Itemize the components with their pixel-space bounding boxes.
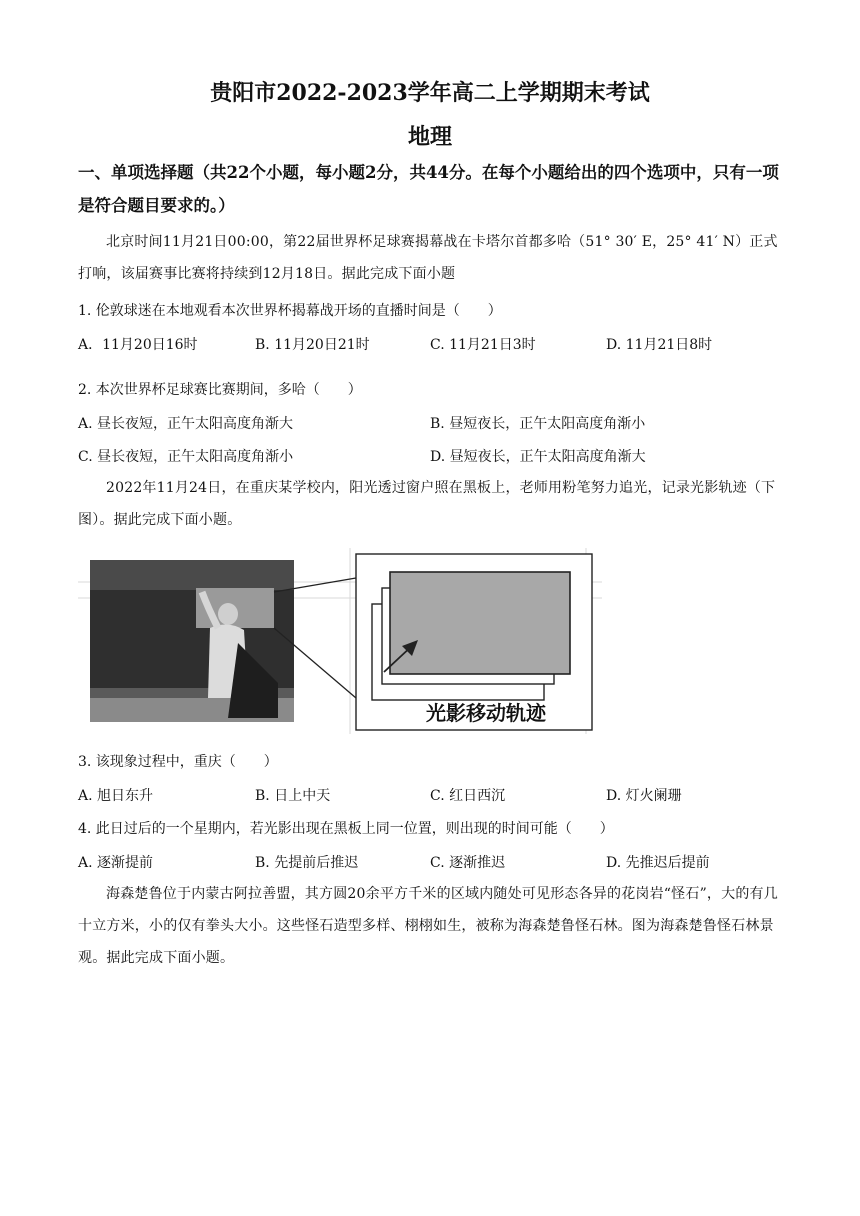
light-shadow-figure [78, 548, 602, 734]
question-4-stem: 4. 此日过后的一个星期内，若光影出现在黑板上同一位置，则出现的时间可能（ ） [78, 821, 614, 837]
question-1-option-c: C. 11月21日3时 [430, 337, 536, 353]
question-1-stem: 1. 伦敦球迷在本地观看本次世界杯揭幕战开场的直播时间是（ ） [78, 303, 502, 319]
passage-rock-forest: 海森楚鲁位于内蒙古阿拉善盟，其方圆20余平方千米的区域内随处可见形态各异的花岗岩“怪石”，大的有几十立方米，小的仅有拳头大小。这些怪石造型多样、栩栩如生，被称为海森楚鲁怪石林。图为海森楚鲁怪石林景观。据此完成下面小题。 [78, 886, 778, 966]
exam-title: 贵阳市2022-2023学年高二上学期期末考试 [210, 80, 650, 106]
passage-blackboard: 2022年11月24日，在重庆某学校内，阳光透过窗户照在黑板上，老师用粉笔努力追光，记录光影轨迹（下图）。据此完成下面小题。 [78, 480, 776, 528]
question-2-option-c: C. 昼长夜短，正午太阳高度角渐小 [78, 449, 294, 465]
question-2-option-b: B. 昼短夜长，正午太阳高度角渐小 [430, 416, 646, 432]
question-2-stem: 2. 本次世界杯足球赛比赛期间，多哈（ ） [78, 382, 362, 398]
question-4-option-a: A. 逐渐提前 [78, 855, 154, 871]
question-1-option-a: A．11月20日16时 [78, 337, 198, 353]
figure-drawing [78, 548, 602, 734]
question-1-option-b: B. 11月20日21时 [255, 337, 370, 353]
figure-caption: 光影移动轨迹 [426, 701, 546, 725]
question-2-option-a: A. 昼长夜短，正午太阳高度角渐大 [78, 416, 294, 432]
light-shadow-frame [390, 572, 570, 674]
question-4-option-d: D. 先推迟后提前 [606, 855, 710, 871]
question-2-option-d: D. 昼短夜长，正午太阳高度角渐大 [430, 449, 646, 465]
subject-title: 地理 [407, 124, 452, 150]
question-3-stem: 3. 该现象过程中，重庆（ ） [78, 754, 278, 770]
question-3-option-b: B. 日上中天 [255, 788, 331, 804]
question-3-option-c: C. 红日西沉 [430, 788, 506, 804]
question-4-option-c: C. 逐渐推迟 [430, 855, 506, 871]
section-heading: 一、单项选择题（共22个小题，每小题2分，共44分。在每个小题给出的四个选项中，只有一项是符合题目要求的。） [78, 163, 779, 215]
question-1-option-d: D. 11月21日8时 [606, 337, 713, 353]
question-4-option-b: B. 先提前后推迟 [255, 855, 359, 871]
question-3-option-a: A. 旭日东升 [78, 788, 154, 804]
passage-world-cup: 北京时间11月21日00:00，第22届世界杯足球赛揭幕战在卡塔尔首都多哈（51° 30′ E，25° 41′ N）正式打响，该届赛事比赛将持续到12月18日。据此完成下面小题 [78, 234, 778, 282]
question-3-option-d: D. 灯火阑珊 [606, 788, 682, 804]
